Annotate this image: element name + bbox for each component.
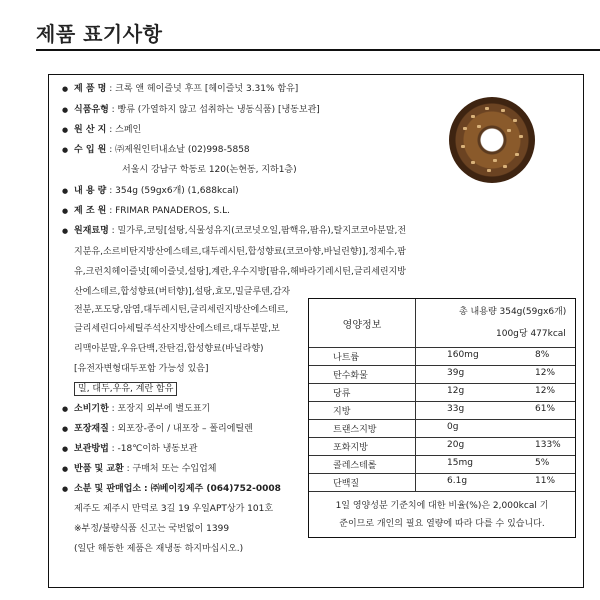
food-type-label: 식품유형	[74, 105, 109, 115]
nutrient-name: 포화지방	[333, 443, 368, 453]
ingredients-line: 산에스테르,합성향료(버터향)],설탕,효모,밀글루텐,감자	[74, 287, 291, 297]
ingredients-line: 리맥아분말,우유단백,잔탄검,합성향료(바닐라향)	[74, 344, 264, 354]
nutrition-row	[309, 401, 575, 420]
nutrition-row	[309, 365, 575, 384]
nutrient-name: 나트륨	[333, 353, 360, 363]
nutrition-row	[309, 347, 575, 366]
importer-address: 서울시 강남구 학동로 120(논현동, 지하1층)	[122, 165, 297, 175]
return-label: 반품 및 교환	[74, 464, 124, 474]
product-name-row	[74, 83, 298, 95]
nutrient-percent: 11%	[535, 476, 556, 486]
nutrition-row	[309, 455, 575, 474]
nutrient-amount: 15mg	[447, 458, 473, 468]
ingredients-line: 글리세린디아세틸주석산지방산에스테르,대두분말,보	[74, 324, 280, 334]
refreeze-notice: (일단 해동한 제품은 재냉동 하지마십시오.)	[74, 544, 244, 554]
product-name-label: 제 품 명	[74, 84, 107, 94]
nutrient-name: 탄수화물	[333, 371, 368, 381]
packaging-row	[74, 423, 253, 435]
nutrient-name: 지방	[333, 407, 351, 417]
nutrient-amount: 12g	[447, 386, 465, 396]
nutrient-amount: 160mg	[447, 350, 479, 360]
nutrient-name: 단백질	[333, 479, 360, 489]
allergen-box: 밀, 대두,우유, 계란 함유	[74, 382, 177, 396]
seller-row	[74, 483, 281, 495]
consumer-caution-label: 소비기한	[74, 404, 109, 414]
product-name-value: : 크록 앤 헤이즐넛 후프 [헤이즐넛 3.31% 함유]	[109, 84, 299, 94]
seller-label: 소분 및 판매업소	[74, 484, 142, 494]
content-row	[74, 185, 239, 197]
nutrient-percent: 5%	[535, 458, 550, 468]
content-label: 내 용 량	[74, 186, 107, 196]
nutrient-name: 트랜스지방	[333, 425, 377, 435]
ingredients-line: 지분유,소르비탄지방산에스테르,대두레시틴,합성향료(코코아향,바닐린향)],정제수,팜	[74, 247, 406, 257]
importer-value: : ㈜제원인터내쇼날 (02)998-5858	[109, 145, 250, 155]
return-value: : 구매처 또는 수입업체	[126, 464, 217, 474]
packaging-label: 포장재질	[74, 424, 109, 434]
origin-label: 원 산 지	[74, 125, 107, 135]
nutrient-amount: 0g	[447, 422, 459, 432]
ingredients-label: 원재료명	[74, 226, 109, 236]
nutrition-total: 총 내용량 354g(59gx6개)	[459, 307, 567, 317]
nutrition-table	[308, 298, 576, 538]
content-value: : 354g (59gx6개) (1,688kcal)	[109, 186, 239, 196]
nutrient-amount: 33g	[447, 404, 465, 414]
nutrient-percent: 12%	[535, 368, 556, 378]
nutrient-amount: 6.1g	[447, 476, 468, 486]
nutrition-footnote	[309, 497, 575, 533]
nutrient-amount: 20g	[447, 440, 465, 450]
nutrition-row	[309, 383, 575, 402]
page-title: 제품 표기사항	[36, 22, 163, 46]
nutrient-percent: 133%	[535, 440, 561, 450]
title-divider	[36, 49, 600, 51]
packaging-value: : 외포장-종이 / 내포장 – 폴리에틸렌	[111, 424, 253, 434]
nutrition-footnote-line: 준이므로 개인의 필요 열량에 따라 다를 수 있습니다.	[339, 519, 545, 529]
origin-value: : 스페인	[109, 125, 142, 135]
nutrition-per: 100g당 477kcal	[496, 329, 566, 339]
report-notice: ※부정/불량식품 신고는 국번없이 1399	[74, 524, 230, 534]
nutrient-percent: 8%	[535, 350, 550, 360]
nutrient-percent: 61%	[535, 404, 556, 414]
food-type-row	[74, 104, 320, 116]
food-type-value: : 빵류 (가열하지 않고 섭취하는 냉동식품) [냉동보관]	[111, 105, 320, 115]
importer-row	[74, 144, 250, 156]
nutrition-row	[309, 437, 575, 456]
return-row	[74, 463, 217, 475]
nutrition-row	[309, 419, 575, 438]
consumer-caution-row	[74, 403, 210, 415]
maker-row	[74, 205, 230, 217]
seller-address: 제주도 제주시 만덕로 3길 19 우일APT상가 101호	[74, 504, 274, 514]
ingredients-line: [유전자변형대두포함 가능성 있음]	[74, 364, 209, 374]
nutrient-name: 콜레스테롤	[333, 461, 377, 471]
maker-label: 제 조 원	[74, 206, 107, 216]
nutrient-amount: 39g	[447, 368, 465, 378]
storage-row	[74, 443, 197, 455]
nutrition-footnote-line: 1일 영양성분 기준치에 대한 비율(%)은 2,000kcal 기	[335, 501, 549, 511]
ingredients-line: 유,크런치헤이즐넛[헤이즐넛,설탕],계란,우수지방[팜유,해바라기레시틴,글리세린지방	[74, 267, 406, 277]
nutrient-name: 당류	[333, 389, 351, 399]
nutrition-title: 영양정보	[309, 299, 416, 347]
ingredients-line: 전분,포도당,암염,대두레시틴,글리세린지방산에스테르,	[74, 305, 289, 315]
seller-value: : ㈜베이킹제주 (064)752-0008	[144, 484, 281, 494]
nutrient-percent: 12%	[535, 386, 556, 396]
consumer-caution-value: : 포장지 외부에 별도표기	[111, 404, 211, 414]
storage-label: 보관방법	[74, 444, 109, 454]
ingredients-row	[74, 225, 406, 237]
origin-row	[74, 124, 141, 136]
donut-image	[449, 97, 535, 183]
maker-value: : FRIMAR PANADEROS, S.L.	[109, 206, 230, 216]
storage-value: : -18℃이하 냉동보관	[111, 444, 198, 454]
importer-label: 수 입 원	[74, 145, 107, 155]
ingredients-line: : 밀가루,코팅[설탕,식물성유지(코코넛오일,팜핵유,팜유),탈지코코아분말,전	[111, 226, 407, 236]
nutrition-row	[309, 473, 575, 492]
